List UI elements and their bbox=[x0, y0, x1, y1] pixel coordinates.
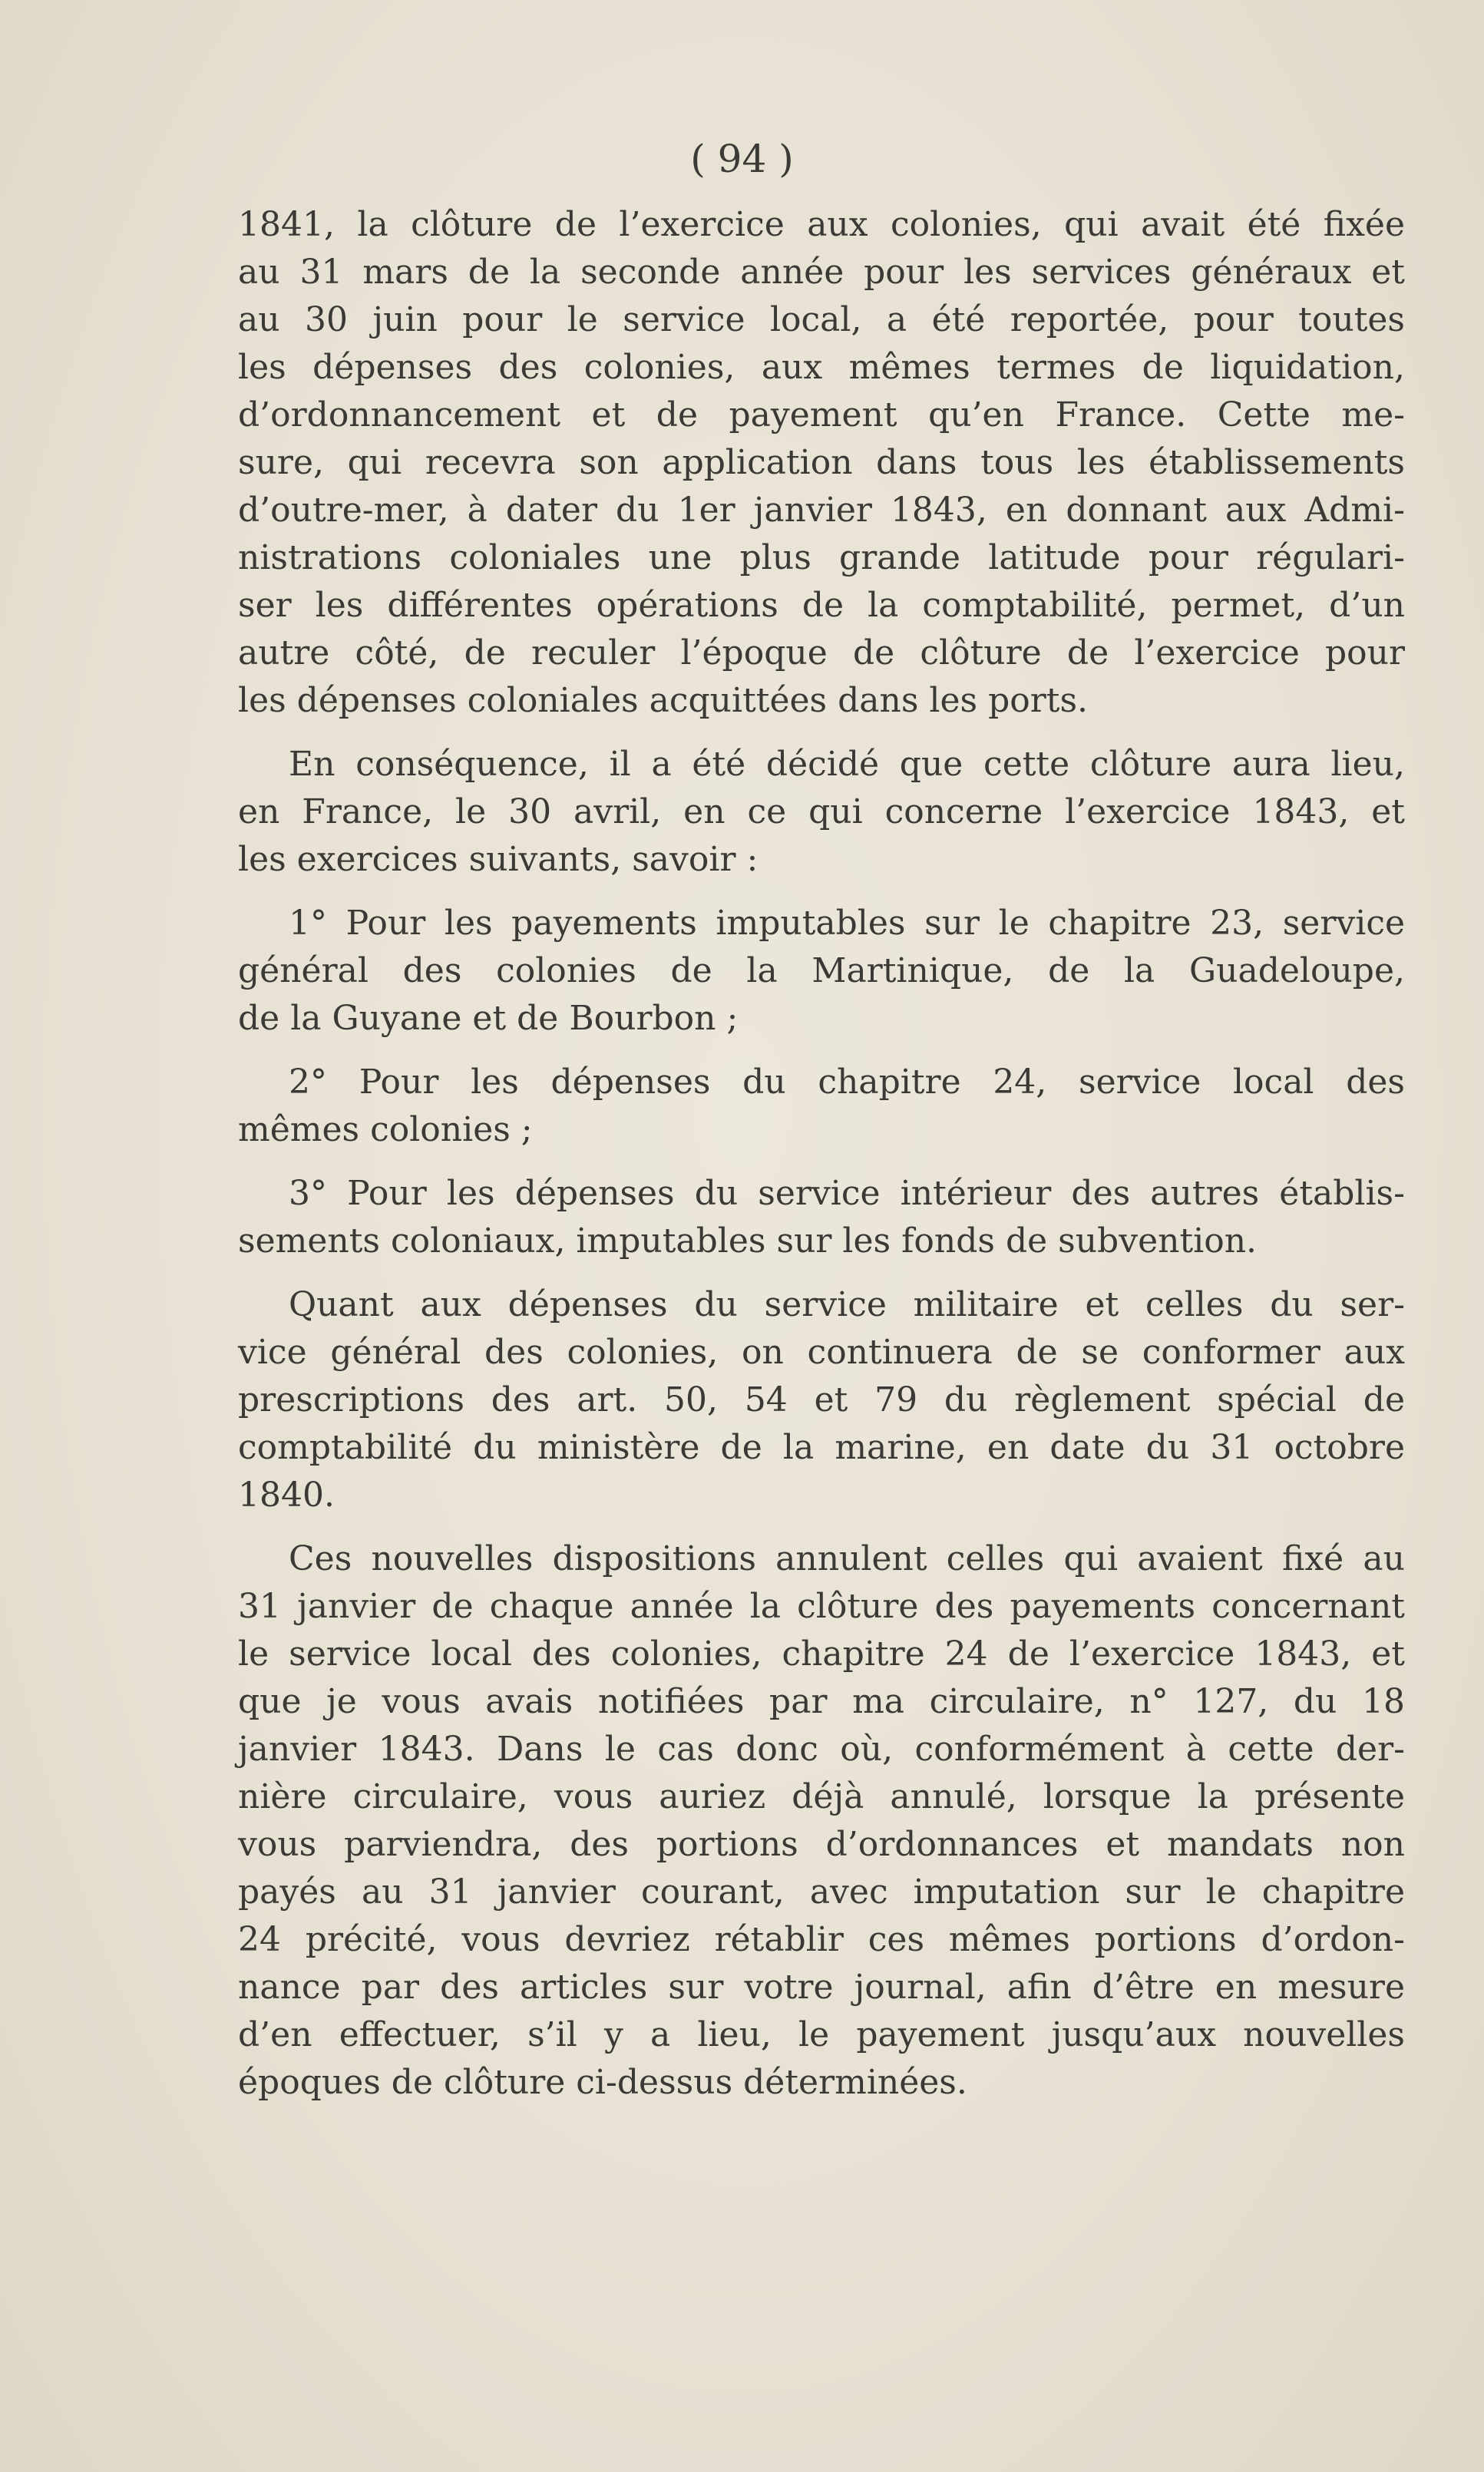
paragraph bbox=[238, 1170, 1405, 1265]
text-line: de la Guyane et de Bourbon ; bbox=[238, 999, 739, 1038]
text-line: sements coloniaux, imputables sur les fonds de subvention. bbox=[238, 1221, 1258, 1261]
text-line: comptabilité du ministère de la marine, en date du 31 octobre bbox=[238, 1428, 1405, 1467]
text-line: 31 janvier de chaque année la clôture des payements concernant bbox=[238, 1587, 1405, 1626]
text-line: mêmes colonies ; bbox=[238, 1110, 533, 1149]
text-line: nance par des articles sur votre journal, afin d’être en mesure bbox=[238, 1968, 1405, 2007]
text-line: époques de clôture ci-dessus déterminées. bbox=[238, 2063, 967, 2102]
text-line: 24 précité, vous devriez rétablir ces mêmes portions d’ordon- bbox=[238, 1920, 1405, 1959]
text-line: les dépenses des colonies, aux mêmes termes de liquidation, bbox=[238, 348, 1405, 387]
text-line: En conséquence, il a été décidé que cette clôture aura lieu, bbox=[289, 745, 1405, 784]
text-line: payés au 31 janvier courant, avec imputation sur le chapitre bbox=[238, 1872, 1405, 1912]
text-line: sure, qui recevra son application dans tous les établissements bbox=[238, 443, 1405, 482]
text-line: en France, le 30 avril, en ce qui concerne l’exercice 1843, et bbox=[238, 792, 1405, 831]
text-line: d’en effectuer, s’il y a lieu, le payement jusqu’aux nouvelles bbox=[238, 2015, 1405, 2054]
paragraph bbox=[238, 1281, 1405, 1519]
text-line: autre côté, de reculer l’époque de clôture de l’exercice pour bbox=[238, 633, 1405, 673]
text-line: ser les différentes opérations de la comptabilité, permet, d’un bbox=[238, 586, 1405, 625]
text-line: d’ordonnancement et de payement qu’en France. Cette me- bbox=[238, 395, 1405, 435]
paragraph bbox=[238, 1535, 1405, 2107]
text-line: janvier 1843. Dans le cas donc où, conformément à cette der- bbox=[238, 1730, 1405, 1769]
text-line: 1840. bbox=[238, 1476, 335, 1515]
paragraph bbox=[238, 900, 1405, 1043]
text-line: 2° Pour les dépenses du chapitre 24, service local des bbox=[289, 1062, 1405, 1102]
text-line: vous parviendra, des portions d’ordonnances et mandats non bbox=[238, 1825, 1405, 1864]
text-line: au 31 mars de la seconde année pour les services généraux et bbox=[238, 253, 1405, 292]
paragraph bbox=[238, 1059, 1405, 1154]
text-line: vice général des colonies, on continuera de se conformer aux bbox=[238, 1333, 1405, 1372]
text-line: les dépenses coloniales acquittées dans les ports. bbox=[238, 681, 1089, 720]
text-line: les exercices suivants, savoir : bbox=[238, 840, 759, 879]
body-text bbox=[238, 201, 1405, 2107]
text-line: que je vous avais notifiées par ma circulaire, n° 127, du 18 bbox=[238, 1682, 1405, 1721]
paragraph bbox=[238, 741, 1405, 884]
text-line: général des colonies de la Martinique, de la Guadeloupe, bbox=[238, 951, 1405, 990]
text-line: Ces nouvelles dispositions annulent celles qui avaient fixé au bbox=[289, 1539, 1405, 1578]
text-line: Quant aux dépenses du service militaire et celles du ser- bbox=[289, 1285, 1405, 1324]
text-line: 1° Pour les payements imputables sur le chapitre 23, service bbox=[289, 904, 1405, 943]
text-line: 3° Pour les dépenses du service intérieur des autres établis- bbox=[289, 1174, 1405, 1213]
paragraph bbox=[238, 201, 1405, 725]
text-line: au 30 juin pour le service local, a été reportée, pour toutes bbox=[238, 300, 1405, 339]
text-line: d’outre-mer, à dater du 1er janvier 1843, en donnant aux Admi- bbox=[238, 491, 1405, 530]
text-line: nière circulaire, vous auriez déjà annulé, lorsque la présente bbox=[238, 1777, 1405, 1816]
text-line: le service local des colonies, chapitre 24 de l’exercice 1843, et bbox=[238, 1634, 1405, 1674]
text-line: 1841, la clôture de l’exercice aux colonies, qui avait été fixée bbox=[238, 205, 1405, 244]
page-number: ( 94 ) bbox=[690, 137, 794, 181]
text-line: nistrations coloniales une plus grande latitude pour régulari- bbox=[238, 538, 1405, 577]
text-line: prescriptions des art. 50, 54 et 79 du règlement spécial de bbox=[238, 1380, 1405, 1419]
